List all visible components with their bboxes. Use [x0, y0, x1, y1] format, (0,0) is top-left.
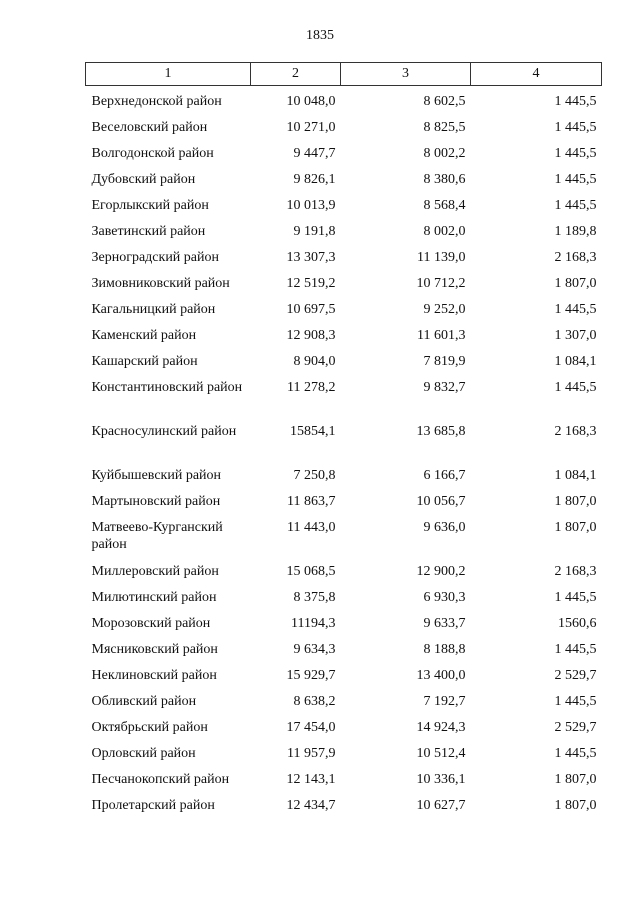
header-col-1: 1 — [86, 63, 251, 86]
district-name-cell: Волгодонской район — [91, 146, 214, 161]
table-row — [86, 584, 602, 610]
column-3-value-cell: 10 056,7 — [416, 494, 466, 509]
column-4-value-cell: 1 445,5 — [554, 380, 597, 395]
table-row — [86, 140, 602, 166]
column-4-value-cell: 1 445,5 — [554, 146, 597, 161]
column-4-value-cell: 1 084,1 — [554, 354, 597, 369]
column-3-value-cell: 6 166,7 — [423, 468, 466, 483]
district-name-cell: Верхнедонской район — [91, 94, 222, 109]
table-row — [86, 514, 602, 558]
table-header — [86, 63, 602, 86]
column-2-value-cell: 11 278,2 — [287, 380, 336, 395]
column-2-value-cell: 12 908,3 — [286, 328, 336, 343]
table-row — [86, 192, 602, 218]
table-row — [86, 270, 602, 296]
table-row — [86, 244, 602, 270]
column-4-value-cell: 1 445,5 — [554, 302, 597, 317]
district-name-cell: Мясниковский район — [91, 642, 218, 657]
table-row — [86, 374, 602, 418]
column-4-value-cell: 1 807,0 — [554, 520, 597, 535]
column-2-value-cell: 17 454,0 — [286, 720, 336, 735]
column-4-value-cell: 1 189,8 — [554, 224, 597, 239]
table-row — [86, 662, 602, 688]
column-2-value-cell: 11194,3 — [291, 616, 336, 631]
column-2-value-cell: 11 443,0 — [287, 520, 336, 535]
table-row — [86, 166, 602, 192]
column-3-value-cell: 14 924,3 — [416, 720, 466, 735]
column-3-value-cell: 10 627,7 — [416, 798, 466, 813]
column-4-value-cell: 1 445,5 — [554, 590, 597, 605]
column-2-value-cell: 8 638,2 — [293, 694, 336, 709]
district-name-cell: Матвеево-Курганский район — [91, 520, 223, 552]
district-name-cell: Дубовский район — [91, 172, 196, 187]
header-col-2: 2 — [251, 63, 341, 86]
column-2-value-cell: 9 634,3 — [293, 642, 336, 657]
column-4-value-cell: 1 307,0 — [554, 328, 597, 343]
column-2-value-cell: 15 068,5 — [286, 564, 336, 579]
column-4-value-cell: 1 807,0 — [554, 494, 597, 509]
district-name-cell: Обливский район — [91, 694, 197, 709]
table-row — [86, 322, 602, 348]
column-2-value-cell: 9 826,1 — [293, 172, 336, 187]
column-4-value-cell: 1560,6 — [558, 616, 597, 631]
column-2-value-cell: 12 434,7 — [286, 798, 336, 813]
table-row — [86, 296, 602, 322]
district-name-cell: Мартыновский район — [91, 494, 221, 509]
column-4-value-cell: 1 807,0 — [554, 798, 597, 813]
column-2-value-cell: 10 271,0 — [286, 120, 336, 135]
district-name-cell: Заветинский район — [91, 224, 206, 239]
header-col-4: 4 — [471, 63, 602, 86]
district-name-cell: Константиновский район — [91, 380, 243, 395]
column-3-value-cell: 8 002,2 — [423, 146, 466, 161]
district-name-cell: Миллеровский район — [91, 564, 219, 579]
table-row — [86, 114, 602, 140]
column-4-value-cell: 1 084,1 — [554, 468, 597, 483]
header-col-3: 3 — [341, 63, 471, 86]
column-3-value-cell: 9 832,7 — [423, 380, 466, 395]
column-3-value-cell: 10 336,1 — [416, 772, 466, 787]
table-row — [86, 488, 602, 514]
column-2-value-cell: 8 904,0 — [293, 354, 336, 369]
column-3-value-cell: 11 139,0 — [417, 250, 466, 265]
column-3-value-cell: 9 633,7 — [423, 616, 466, 631]
column-4-value-cell: 1 807,0 — [554, 276, 597, 291]
district-name-cell: Веселовский район — [91, 120, 208, 135]
district-name-cell: Неклиновский район — [91, 668, 217, 683]
column-4-value-cell: 1 445,5 — [554, 746, 597, 761]
column-2-value-cell: 15854,1 — [290, 424, 336, 439]
column-3-value-cell: 6 930,3 — [423, 590, 466, 605]
table-row — [86, 558, 602, 584]
district-name-cell: Куйбышевский район — [91, 468, 222, 483]
column-3-value-cell: 8 002,0 — [423, 224, 466, 239]
column-2-value-cell: 10 048,0 — [286, 94, 336, 109]
table-row — [86, 766, 602, 792]
column-4-value-cell: 2 168,3 — [554, 250, 597, 265]
district-name-cell: Песчанокопский район — [91, 772, 230, 787]
table-body — [86, 86, 602, 819]
column-4-value-cell: 2 529,7 — [554, 720, 597, 735]
table-row — [86, 218, 602, 244]
column-3-value-cell: 7 819,9 — [423, 354, 466, 369]
column-2-value-cell: 8 375,8 — [293, 590, 336, 605]
district-name-cell: Пролетарский район — [91, 798, 215, 813]
district-name-cell: Зимовниковский район — [91, 276, 230, 291]
column-2-value-cell: 15 929,7 — [286, 668, 336, 683]
table-row — [86, 740, 602, 766]
column-2-value-cell: 10 697,5 — [286, 302, 336, 317]
budget-table — [85, 62, 602, 818]
column-4-value-cell: 1 445,5 — [554, 94, 597, 109]
column-3-value-cell: 9 636,0 — [423, 520, 466, 535]
column-3-value-cell: 8 568,4 — [423, 198, 466, 213]
column-2-value-cell: 12 143,1 — [286, 772, 336, 787]
header-row — [86, 63, 602, 86]
column-3-value-cell: 7 192,7 — [423, 694, 466, 709]
column-4-value-cell: 2 168,3 — [554, 424, 597, 439]
column-3-value-cell: 8 602,5 — [423, 94, 466, 109]
column-2-value-cell: 9 191,8 — [293, 224, 336, 239]
table-row — [86, 348, 602, 374]
column-2-value-cell: 12 519,2 — [286, 276, 336, 291]
column-3-value-cell: 11 601,3 — [417, 328, 466, 343]
column-3-value-cell: 8 380,6 — [423, 172, 466, 187]
district-name-cell: Морозовский район — [91, 616, 211, 631]
column-4-value-cell: 1 445,5 — [554, 120, 597, 135]
column-2-value-cell: 13 307,3 — [286, 250, 336, 265]
district-name-cell: Егорлыкский район — [91, 198, 209, 213]
table-row — [86, 636, 602, 662]
column-2-value-cell: 10 013,9 — [286, 198, 336, 213]
table-row — [86, 86, 602, 115]
district-name-cell: Кагальницкий район — [91, 302, 216, 317]
column-3-value-cell: 8 825,5 — [423, 120, 466, 135]
column-2-value-cell: 7 250,8 — [293, 468, 336, 483]
column-4-value-cell: 1 445,5 — [554, 694, 597, 709]
column-3-value-cell: 13 400,0 — [416, 668, 466, 683]
table-row — [86, 714, 602, 740]
column-4-value-cell: 1 445,5 — [554, 642, 597, 657]
column-2-value-cell: 9 447,7 — [293, 146, 336, 161]
column-3-value-cell: 10 712,2 — [416, 276, 466, 291]
table-row — [86, 462, 602, 488]
table-row — [86, 688, 602, 714]
column-4-value-cell: 2 168,3 — [554, 564, 597, 579]
district-name-cell: Зерноградский район — [91, 250, 219, 265]
column-3-value-cell: 10 512,4 — [416, 746, 466, 761]
district-name-cell: Кашарский район — [91, 354, 198, 369]
district-name-cell: Каменский район — [91, 328, 197, 343]
column-3-value-cell: 9 252,0 — [423, 302, 466, 317]
column-3-value-cell: 8 188,8 — [423, 642, 466, 657]
district-name-cell: Орловский район — [91, 746, 196, 761]
district-name-cell: Милютинский район — [91, 590, 217, 605]
district-name-cell: Красносулинский район — [91, 424, 237, 439]
table-row — [86, 610, 602, 636]
column-4-value-cell: 1 445,5 — [554, 172, 597, 187]
table-row — [86, 418, 602, 462]
table-row — [86, 792, 602, 818]
column-4-value-cell: 1 445,5 — [554, 198, 597, 213]
column-4-value-cell: 2 529,7 — [554, 668, 597, 683]
column-4-value-cell: 1 807,0 — [554, 772, 597, 787]
district-name-cell: Октябрьский район — [91, 720, 208, 735]
page-number: 1835 — [306, 28, 334, 43]
column-3-value-cell: 12 900,2 — [416, 564, 466, 579]
column-3-value-cell: 13 685,8 — [416, 424, 466, 439]
column-2-value-cell: 11 863,7 — [287, 494, 336, 509]
column-2-value-cell: 11 957,9 — [287, 746, 336, 761]
